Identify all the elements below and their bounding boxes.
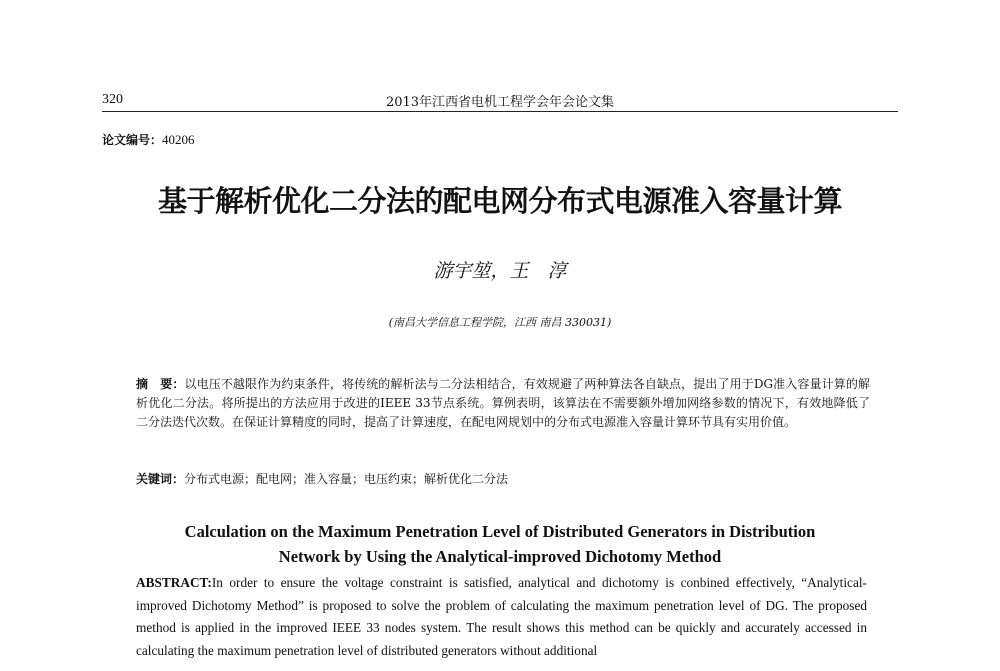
paper-title-cn: 基于解析优化二分法的配电网分布式电源准入容量计算 [157, 184, 842, 218]
paper-id-value: 40206 [162, 132, 195, 147]
abstract-cn [136, 375, 870, 432]
keywords-cn-text: 分布式电源；配电网；准入容量；电压约束；解析优化二分法 [184, 472, 509, 486]
paper-title-en-line2: Network by Using the Analytical-improved Dichotomy Method [278, 547, 722, 566]
authors: 游宇堃，王 淳 [433, 260, 567, 282]
abstract-en-text: In order to ensure the voltage constraint is satisfied, analytical and dichotomy is conbined effectively, “Analytical-improved Dichotomy Method” is proposed to solve the problem of calculating the maximum penetration level of DG. The proposed method is applied in the improved IEEE 33 nodes system. The result shows this method can be quickly and accurately accessed in calculating the maximum penetration level of distributed generators without additional [136, 575, 867, 658]
paper-title-en-line1: Calculation on the Maximum Penetration Level of Distributed Generators in Distribution [184, 522, 816, 541]
keywords-cn [136, 470, 870, 489]
paper-id-label: 论文编号： [102, 133, 163, 147]
running-header: 2013年江西省电机工程学会年会论文集 [385, 95, 615, 110]
paper-id [102, 131, 195, 148]
affiliation: (南昌大学信息工程学院，江西 南昌 330031) [388, 316, 612, 329]
abstract-cn-label: 摘 要： [136, 377, 185, 391]
header-rule [102, 111, 898, 112]
abstract-en [136, 572, 867, 662]
keywords-cn-label: 关键词： [136, 472, 185, 486]
abstract-cn-text: 以电压不越限作为约束条件，将传统的解析法与二分法相结合，有效规避了两种算法各自缺点，提出了用于DG准入容量计算的解析优化二分法。将所提出的方法应用于改进的IEEE 33节点系统。算例表明，该算法在不需要额外增加网络参数的情况下，有效地降低了二分法迭代次数。在保证计算精度的同时，提高了计算速度，在配电网规划中的分布式电源准入容量计算环节具有实用价值。 [136, 377, 870, 429]
page-number: 320 [102, 92, 123, 107]
abstract-en-label: ABSTRACT: [136, 575, 212, 590]
